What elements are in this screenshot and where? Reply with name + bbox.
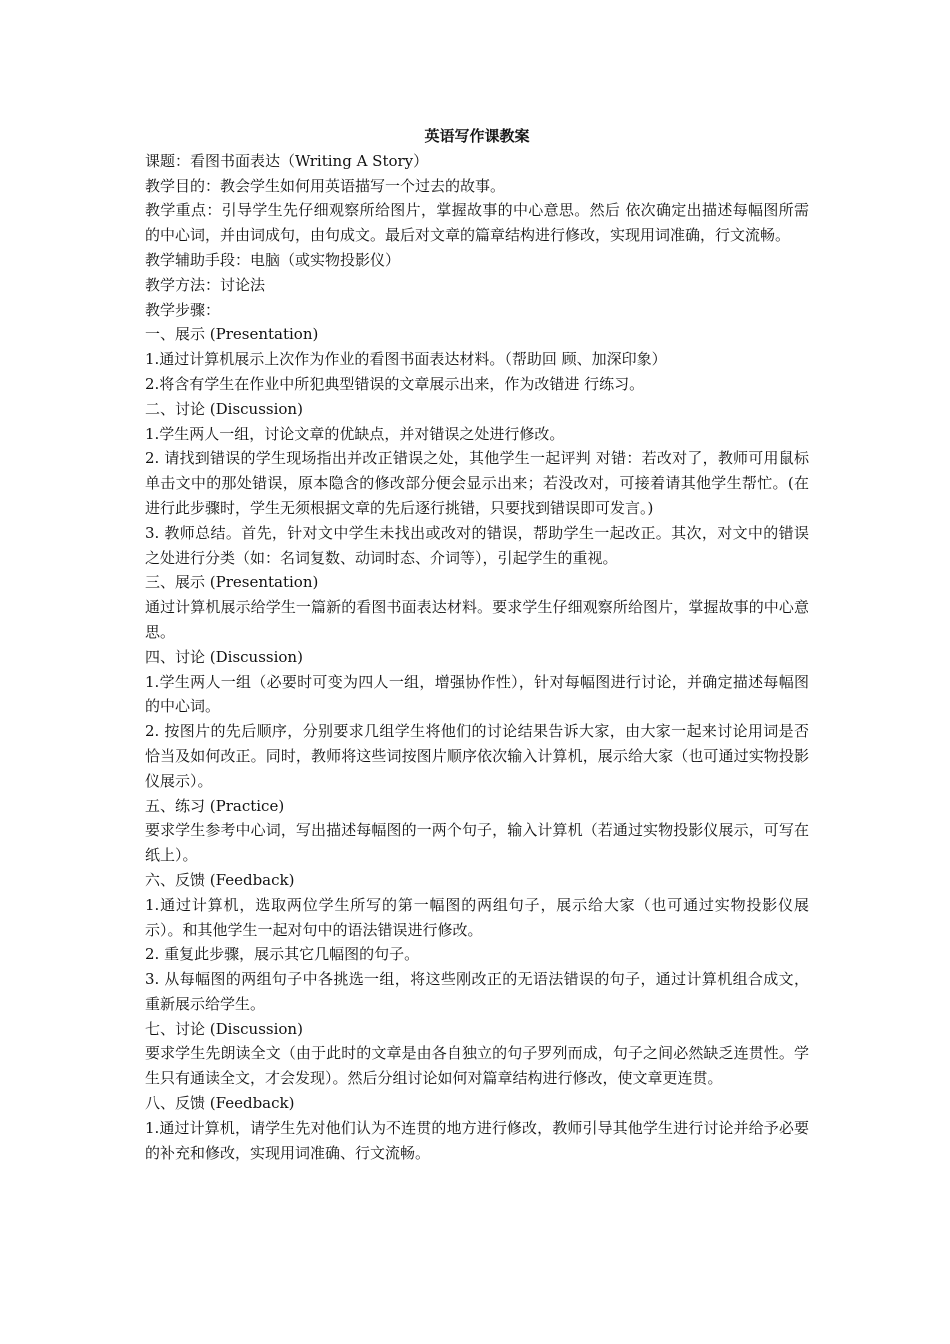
paragraph: 2.将含有学生在作业中所犯典型错误的文章展示出来，作为改错进 行练习。 — [145, 374, 645, 393]
paragraph: 3. 教师总结。首先，针对文中学生未找出或改对的错误，帮助学生一起改正。其次，对文中的错误之处进行分类（如：名词复数、动词时态、介词等），引起学生的重视。 — [145, 523, 809, 567]
paragraph: 教学步骤： — [145, 300, 221, 319]
document-body — [145, 149, 809, 1166]
paragraph: 教学目的：教会学生如何用英语描写一个过去的故事。 — [145, 176, 506, 195]
paragraph: 要求学生先朗读全文（由于此时的文章是由各自独立的句子罗列而成，句子之间必然缺乏连贯性。学生只有通读全文，才会发现）。然后分组讨论如何对篇章结构进行修改，使文章更连贯。 — [145, 1044, 809, 1088]
paragraph: 课题：看图书面表达（Writing A Story） — [145, 151, 429, 170]
paragraph: 通过计算机展示给学生一篇新的看图书面表达材料。要求学生仔细观察所给图片，掌握故事的中心意思。 — [145, 598, 809, 641]
paragraph: 3. 从每幅图的两组句子中各挑选一组，将这些刚改正的无语法错误的句子，通过计算机组合成文，重新展示给学生。 — [145, 970, 809, 1013]
paragraph: 2. 请找到错误的学生现场指出并改正错误之处，其他学生一起评判 对错：若改对了，教师可用鼠标单击文中的那处错误，原本隐含的修改部分便会显示出来；若没改对，可接着请其他学生帮忙。(在进行此步骤时，学生无须根据文章的先后逐行挑错，只要找到错误即可发言。) — [145, 449, 809, 517]
document-page — [145, 124, 809, 1165]
paragraph: 五、练习 (Practice) — [145, 796, 285, 815]
paragraph: 教学辅助手段：电脑（或实物投影仪） — [145, 250, 401, 269]
paragraph: 1.通过计算机，请学生先对他们认为不连贯的地方进行修改，教师引导其他学生进行讨论并给予必要的补充和修改，实现用词准确、行文流畅。 — [145, 1118, 809, 1162]
paragraph: 2. 按图片的先后顺序，分别要求几组学生将他们的讨论结果告诉大家，由大家一起来讨论用词是否恰当及如何改正。同时，教师将这些词按图片顺序依次输入计算机，展示给大家（也可通过实物投影仪展示）。 — [145, 722, 809, 790]
paragraph: 八、反馈 (Feedback) — [145, 1094, 295, 1113]
paragraph: 三、展示 (Presentation) — [145, 573, 319, 592]
paragraph: 七、讨论 (Discussion) — [145, 1019, 303, 1038]
paragraph: 1.学生两人一组（必要时可变为四人一组，增强协作性），针对每幅图进行讨论，并确定描述每幅图的中心词。 — [145, 672, 809, 716]
paragraph: 1.学生两人一组，讨论文章的优缺点，并对错误之处进行修改。 — [145, 424, 565, 443]
paragraph: 要求学生参考中心词，写出描述每幅图的一两个句子，输入计算机（若通过实物投影仪展示，可写在纸上）。 — [145, 821, 809, 865]
paragraph: 1.通过计算机，选取两位学生所写的第一幅图的两组句子，展示给大家（也可通过实物投影仪展示）。和其他学生一起对句中的语法错误进行修改。 — [145, 895, 809, 939]
paragraph: 一、展示 (Presentation) — [145, 325, 319, 344]
paragraph: 1.通过计算机展示上次作为作业的看图书面表达材料。（帮助回 顾、加深印象） — [145, 350, 667, 369]
paragraph: 二、讨论 (Discussion) — [145, 399, 303, 418]
paragraph: 四、讨论 (Discussion) — [145, 647, 303, 666]
paragraph: 2. 重复此步骤，展示其它几幅图的句子。 — [145, 945, 420, 964]
paragraph: 教学方法：讨论法 — [145, 275, 266, 294]
paragraph: 六、反馈 (Feedback) — [145, 870, 295, 889]
document-title: 英语写作课教案 — [424, 127, 530, 145]
paragraph: 教学重点：引导学生先仔细观察所给图片，掌握故事的中心意思。然后 依次确定出描述每幅图所需的中心词，并由词成句，由句成文。最后对文章的篇章结构进行修改，实现用词准确，行文流畅。 — [145, 201, 809, 245]
